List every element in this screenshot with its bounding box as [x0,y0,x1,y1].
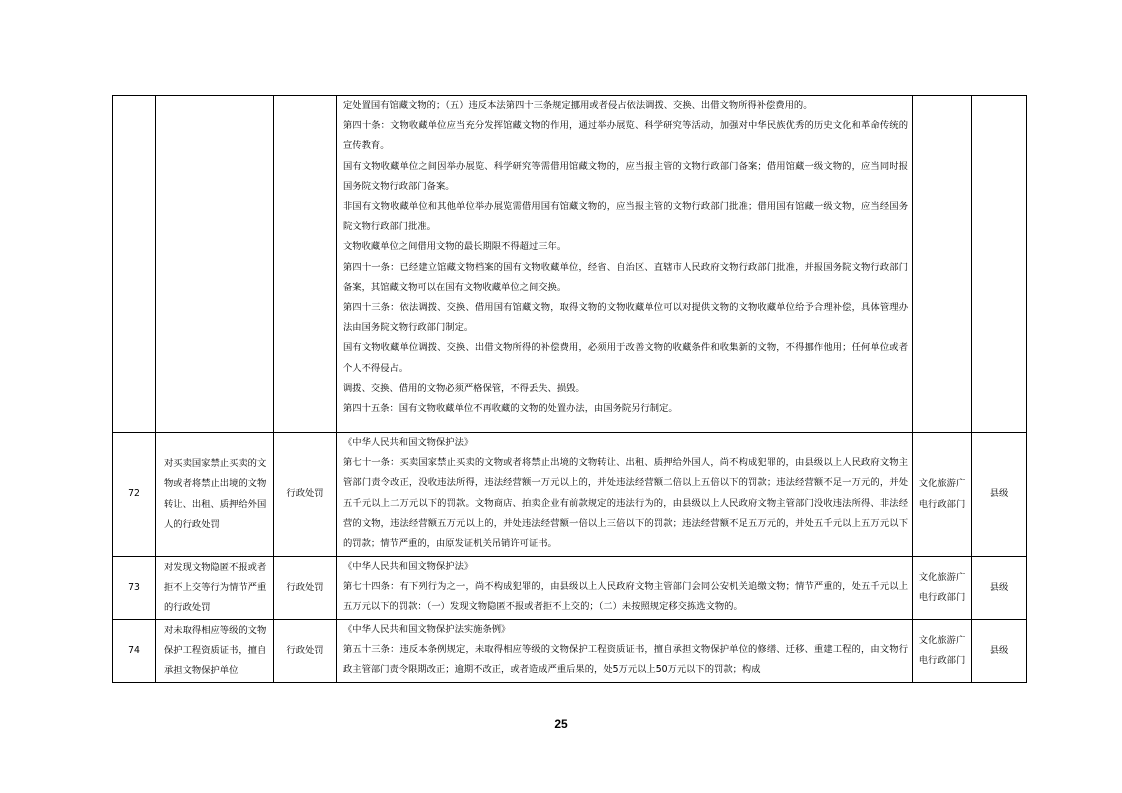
table-row [113,557,1027,620]
basis-paragraph: 非国有文物收藏单位和其他单位举办展览需借用国有馆藏文物的，应当报主管的文物行政部门批准；借用国有馆藏一级文物，应当经国务院文物行政部门批准。 [343,201,908,233]
basis-paragraph: 《中华人民共和国文物保护法实施条例》 [343,624,511,635]
table-row [113,96,1027,433]
item-name: 对买卖国家禁止买卖的文物或者将禁止出境的文物转让、出租、质押给外国人的行政处罚 [156,433,274,557]
responsible-department: 文化旅游广电行政部门 [913,433,972,557]
jurisdiction-level: 县级 [972,433,1027,557]
basis-paragraph: 《中华人民共和国文物保护法》 [343,437,474,448]
responsible-department: 文化旅游广电行政部门 [913,620,972,683]
basis-paragraph: 第四十五条：国有文物收藏单位不再收藏的文物的处置办法，由国务院另行制定。 [343,403,678,415]
basis-paragraph: 《中华人民共和国文物保护法》 [343,561,474,572]
row-number [113,96,156,433]
basis-paragraph: 国有文物收藏单位调拨、交换、出借文物所得的补偿费用，必须用于改善文物的收藏条件和收集新的文物，不得挪作他用；任何单位或者个人不得侵占。 [343,342,908,374]
legal-basis [337,557,913,620]
item-name: 对发现文物隐匿不报或者拒不上交等行为情节严重的行政处罚 [156,557,274,620]
jurisdiction-level: 县级 [972,557,1027,620]
basis-paragraph: 定处置国有馆藏文物的；（五）违反本法第四十三条规定挪用或者侵占依法调拨、交换、出借文物所得补偿费用的。 [343,100,813,111]
basis-paragraph: 第七十一条：买卖国家禁止买卖的文物或者将禁止出境的文物转让、出租、质押给外国人，尚不构成犯罪的，由县级以上人民政府文物主管部门责令改正，没收违法所得，违法经营额一万元以上的，并处违法经营额二倍以上五倍以下的罚款；违法经营额不足一万元的，并处五千元以上二万元以下的罚款。文物商店、拍卖企业有前款规定的违法行为的，由县级以上人民政府文物主管部门没收违法所得、非法经营的文物，违法经营额五万元以上的，并处违法经营额一倍以上三倍以下的罚款；违法经营额不足五万元的，并处五千元以上五万元以下的罚款；情节严重的，由原发证机关吊销许可证书。 [343,457,908,550]
basis-paragraph: 文物收藏单位之间借用文物的最长期限不得超过三年。 [343,241,567,253]
table-row [113,620,1027,683]
item-name [156,96,274,433]
basis-paragraph: 国有文物收藏单位之间因举办展览、科学研究等需借用馆藏文物的，应当报主管的文物行政部门备案；借用馆藏一级文物的，应当同时报国务院文物行政部门备案。 [343,160,908,192]
row-number: 73 [113,557,156,620]
basis-paragraph: 第四十条：文物收藏单位应当充分发挥馆藏文物的作用，通过举办展览、科学研究等活动，加强对中华民族优秀的历史文化和革命传统的宣传教育。 [343,120,908,152]
row-number: 72 [113,433,156,557]
item-type [274,96,337,433]
basis-paragraph: 第五十三条：违反本条例规定，未取得相应等级的文物保护工程资质证书，擅自承担文物保护单位的修缮、迁移、重建工程的，由文物行政主管部门责令限期改正；逾期不改正，或者造成严重后果的，处5万元以上50万元以下的罚款；构成 [343,644,908,676]
row-number: 74 [113,620,156,683]
legal-basis [337,620,913,683]
basis-paragraph: 调拨、交换、借用的文物必须严格保管，不得丢失、损毁。 [343,382,585,394]
responsible-department: 文化旅游广电行政部门 [913,557,972,620]
basis-paragraph: 第七十四条：有下列行为之一，尚不构成犯罪的，由县级以上人民政府文物主管部门会同公安机关追缴文物；情节严重的，处五千元以上五万元以下的罚款：（一）发现文物隐匿不报或者拒不上交的；（二）未按照规定移交拣选文物的。 [343,581,908,613]
table-row [113,433,1027,557]
page-number: 25 [554,717,568,731]
item-type: 行政处罚 [274,557,337,620]
regulation-table [112,95,1027,683]
item-type: 行政处罚 [274,433,337,557]
legal-basis [337,433,913,557]
legal-basis [337,96,913,433]
item-name: 对未取得相应等级的文物保护工程资质证书，擅自承担文物保护单位 [156,620,274,683]
jurisdiction-level: 县级 [972,620,1027,683]
jurisdiction-level [972,96,1027,433]
basis-paragraph: 第四十一条：已经建立馆藏文物档案的国有文物收藏单位，经省、自治区、直辖市人民政府文物行政部门批准，并报国务院文物行政部门备案，其馆藏文物可以在国有文物收藏单位之间交换。 [343,261,908,293]
item-type: 行政处罚 [274,620,337,683]
responsible-department [913,96,972,433]
basis-paragraph: 第四十三条：依法调拨、交换、借用国有馆藏文物，取得文物的文物收藏单位可以对提供文物的文物收藏单位给予合理补偿，具体管理办法由国务院文物行政部门制定。 [343,302,908,334]
